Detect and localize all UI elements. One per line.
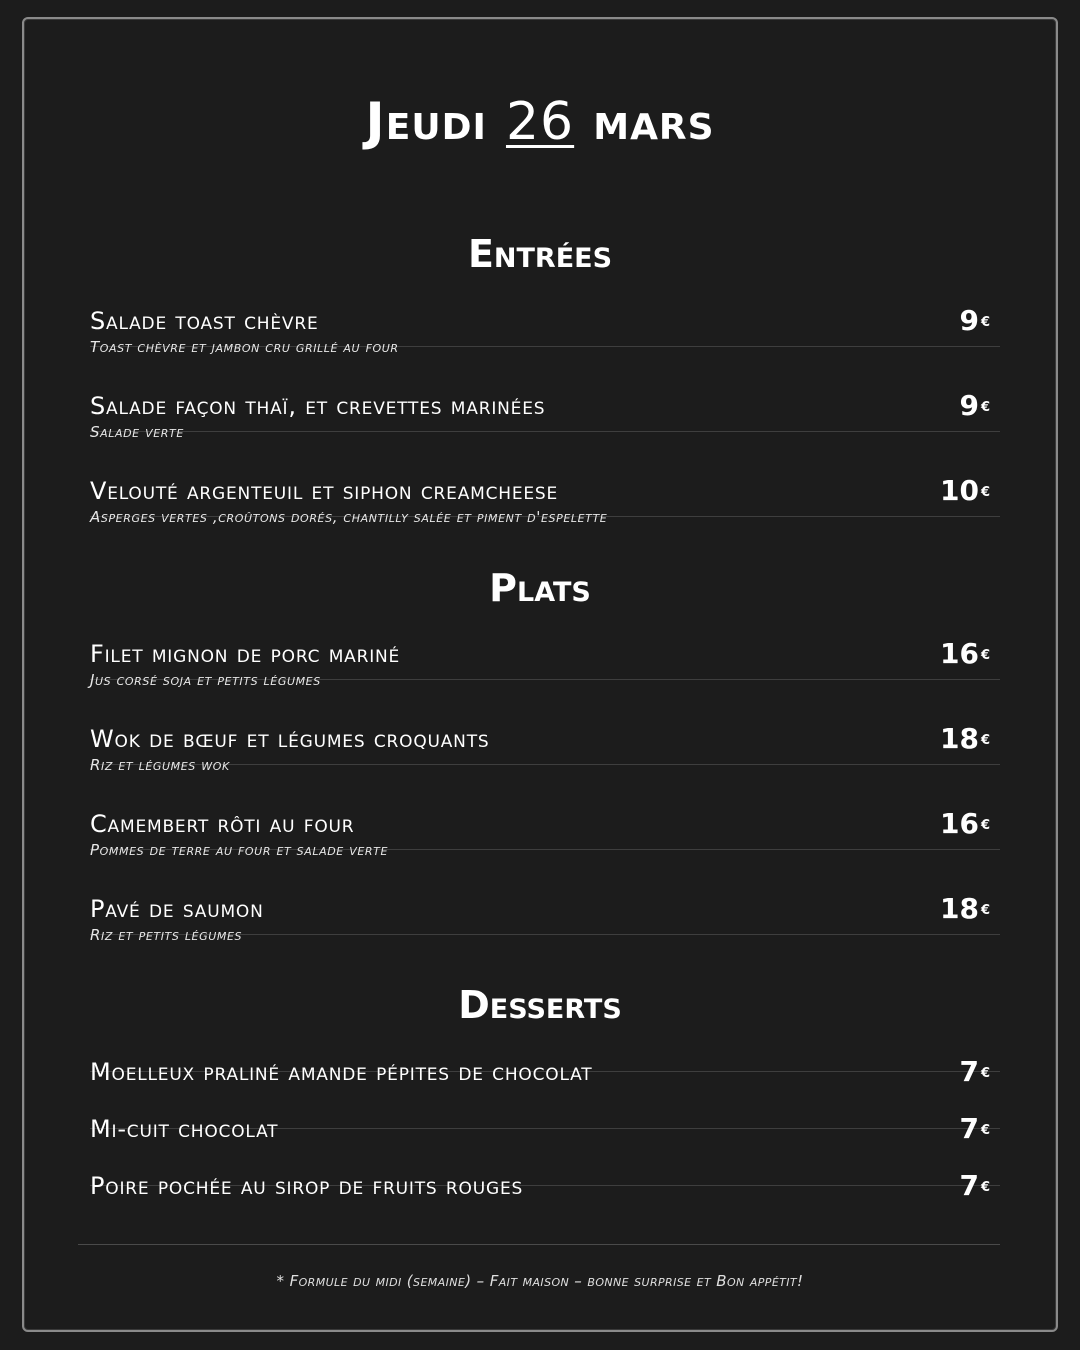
item-price: [959, 306, 990, 338]
item-price: [940, 894, 990, 926]
item-name: Poire pochée au sirop de fruits rouges: [90, 1172, 524, 1200]
price-value: 9: [959, 304, 979, 337]
currency-symbol: €: [980, 1123, 990, 1138]
menu-item: [90, 637, 1000, 689]
price-value: 16: [939, 807, 979, 840]
item-description: Riz et petits légumes: [90, 926, 243, 944]
section-title-plats: Plats: [489, 566, 591, 610]
item-name: Camembert rôti au four: [90, 810, 355, 838]
menu-item: [90, 474, 1000, 526]
item-price: [959, 391, 990, 423]
menu-item: [90, 722, 1000, 774]
footer-note: * Formule du midi (semaine) – Fait maison – bonne surprise et Bon appétit!: [276, 1272, 804, 1290]
section-title-entrees: Entrées: [467, 232, 613, 276]
currency-symbol: €: [980, 818, 990, 833]
currency-symbol: €: [980, 1180, 990, 1195]
item-name: Salade façon thaï, et crevettes marinées: [90, 392, 546, 420]
currency-symbol: €: [980, 1066, 990, 1081]
item-description: Pommes de terre au four et salade verte: [90, 841, 389, 859]
menu-date-title: [0, 92, 1080, 152]
item-price: [959, 1171, 990, 1203]
currency-symbol: €: [980, 485, 990, 500]
menu-item: [90, 1169, 1000, 1202]
price-value: 7: [959, 1112, 979, 1145]
item-description: Toast chèvre et jambon cru grillé au four: [90, 338, 399, 356]
currency-symbol: €: [980, 400, 990, 415]
currency-symbol: €: [980, 733, 990, 748]
menu-item: [90, 304, 1000, 356]
item-description: Asperges vertes ,croûtons dorés, chantilly salée et piment d'espelette: [90, 508, 608, 526]
item-name: Filet mignon de porc mariné: [90, 640, 401, 668]
currency-symbol: €: [980, 315, 990, 330]
menu-date-number: 26: [505, 92, 575, 152]
item-description: Jus corsé soja et petits légumes: [90, 671, 321, 689]
currency-symbol: €: [980, 903, 990, 918]
price-value: 9: [959, 389, 979, 422]
item-name: Pavé de saumon: [90, 895, 264, 923]
menu-item: [90, 389, 1000, 441]
item-price: [940, 724, 990, 756]
item-price: [959, 1057, 990, 1089]
item-price: [940, 476, 990, 508]
menu-item: [90, 807, 1000, 859]
menu-item: [90, 1055, 1000, 1088]
item-name: Salade toast chèvre: [90, 307, 319, 335]
price-value: 16: [939, 637, 979, 670]
item-name: Velouté argenteuil et siphon creamcheese: [90, 477, 559, 505]
menu-day: Jeudi: [365, 92, 487, 152]
item-name: Moelleux praliné amande pépites de chocolat: [90, 1058, 593, 1086]
price-value: 18: [939, 722, 979, 755]
menu-item: [90, 1112, 1000, 1145]
section-title-desserts: Desserts: [458, 983, 622, 1027]
item-name: Wok de bœuf et légumes croquants: [90, 725, 490, 753]
menu-item: [90, 892, 1000, 944]
item-description: Salade verte: [90, 423, 184, 441]
price-value: 7: [959, 1055, 979, 1088]
item-description: Riz et légumes wok: [90, 756, 230, 774]
footer-divider: [78, 1244, 1000, 1245]
price-value: 18: [939, 892, 979, 925]
currency-symbol: €: [980, 648, 990, 663]
price-value: 7: [959, 1169, 979, 1202]
price-value: 10: [939, 474, 979, 507]
item-name: Mi-cuit chocolat: [90, 1115, 279, 1143]
item-price: [959, 1114, 990, 1146]
item-price: [940, 639, 990, 671]
item-price: [940, 809, 990, 841]
menu-month: mars: [593, 92, 715, 152]
